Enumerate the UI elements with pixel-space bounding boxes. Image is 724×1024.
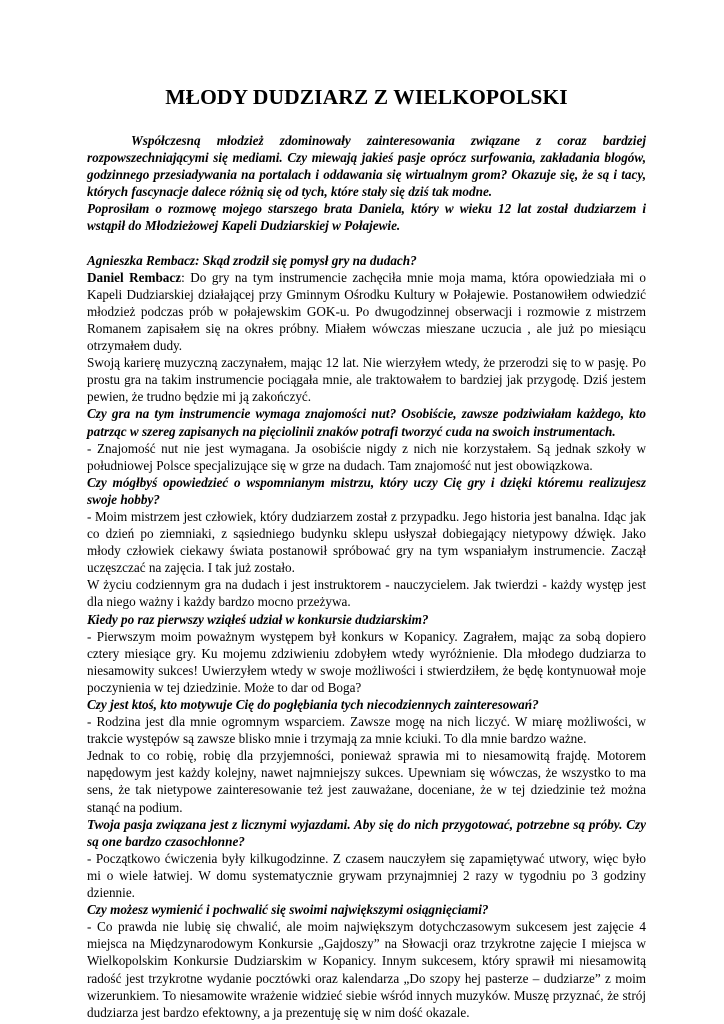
question: Agnieszka Rembacz: Skąd zrodził się pomysł gry na dudach?	[87, 252, 417, 268]
answer	[87, 269, 646, 354]
answer: - Pierwszym moim poważnym występem był konkurs w Kopanicy. Zagrałem, mając za sobą dopiero cztery miesiące gry. Ku mojemu zdziwieniu zdobyłem wtedy wyróżnienie. Dla młodego dudziarza to niesamowity sukces! Uwierzyłem wtedy w swoje możliwości i stwierdziłem, że będę kontynuował moje poczynienia w tej dziedzinie. Może to dar od Boga?	[87, 628, 646, 695]
answer: - Moim mistrzem jest człowiek, który dudziarzem został z przypadku. Jego historia jest banalna. Idąc jak co dzień po ziemniaki, z sąsiedniego budynku sklepu usłyszał dobiegający nietypowy dźwięk. Jako młody człowiek ciekawy świata postanowił spróbować gry na tym wspaniałym instrumencie. Zaczął uczęszczać na zajęcia. I tak już zostało.	[87, 508, 646, 576]
answer: - Znajomość nut nie jest wymagana. Ja osobiście nigdy z nich nie korzystałem. Są jednak szkoły w południowej Polsce specjalizujące się w grze na dudach. Tam znajomość nut jest obowiązkowa.	[87, 440, 646, 473]
question: Czy gra na tym instrumencie wymaga znajomości nut? Osobiście, zawsze podziwiałam każdego, kto patrząc w szereg zapisanych na pięciolinii znaków potrafi tworzyć cuda na swoich instrumentach.	[87, 406, 646, 439]
answer: - Początkowo ćwiczenia były kilkugodzinne. Z czasem nauczyłem się zapamiętywać utwory, więc było mi o wiele łatwiej. W domu systematycznie grywam przynajmniej 2 razy w tygodniu po 3 godziny dziennie.	[87, 850, 646, 901]
spacer	[87, 235, 646, 252]
answer: Swoją karierę muzyczną zaczynałem, mając 12 lat. Nie wierzyłem wtedy, że przerodzi się to w pasję. Po prostu gra na takim instrumencie pociągała mnie, ale traktowałem to bardziej jak przygodę. Dziś jestem pewien, że trudno będzie mi ją zakończyć.	[87, 355, 646, 405]
question: Czy mógłbyś opowiedzieć o wspomnianym mistrzu, który uczy Cię gry i dzięki któremu realizujesz swoje hobby?	[87, 474, 646, 507]
intro-paragraph: Poprosiłam o rozmowę mojego starszego brata Daniela, który w wieku 12 lat został dudziarzem i wstąpił do Młodzieżowej Kapeli Dudziarskiej w Połajewie.	[87, 201, 646, 234]
speaker-name: Daniel Rembacz	[87, 269, 182, 285]
question: Twoja pasja związana jest z licznymi wyjazdami. Aby się do nich przygotować, potrzebne są próby. Czy są one bardzo czasochłonne?	[87, 816, 646, 849]
answer: - Rodzina jest dla mnie ogromnym wsparciem. Zawsze mogę na nich liczyć. W miarę możliwości, w trakcie występów są zawsze blisko mnie i trzymają za mnie kciuki. To dla mnie bardzo ważne.	[87, 714, 646, 747]
answer: Jednak to co robię, robię dla przyjemności, ponieważ sprawia mi to niesamowitą frajdę. Motorem napędowym jest każdy kolejny, nawet najmniejszy sukces. Upewniam się wówczas, że wszystko to ma sens, że tak nietypowe zainteresowanie też jest zauważane, doceniane, że w tej dziedzinie też można stanąć na podium.	[87, 748, 646, 815]
intro-paragraph: Współczesną młodzież zdominowały zainteresowania związane z coraz bardziej rozpowszechniającymi się mediami. Czy miewają jakieś pasje oprócz surfowania, zakładania blogów, godzinnego przesiadywania na portalach i oddawania się wirtualnym grom? Okazuje się, że są i tacy, których fascynacje dalece różnią się od tych, które stały się dziś tak modne.	[87, 133, 646, 200]
answer-text: : Do gry na tym instrumencie zachęciła mnie moja mama, która opowiedziała mi o Kapeli Dudziarskiej działającej przy Gminnym Ośrodku Kultury w Połajewie. Postanowiłem odwiedzić młodzież podczas prób w połajewskim GOK-u. Po dwugodzinnej obserwacji i rozmowie z mistrzem Romanem zapisałem się na okres próbny. Miałem wówczas mieszane uczucia , ale już po miesiącu otrzymałem dudy.	[87, 269, 646, 354]
question: Czy możesz wymienić i pochwalić się swoimi największymi osiągnięciami?	[87, 902, 489, 918]
answer: W życiu codziennym gra na dudach i jest instruktorem - nauczycielem. Jak twierdzi - każdy występ jest dla niego ważny i każdy bardzo mocno przeżywa.	[87, 577, 646, 610]
answer: - Co prawda nie lubię się chwalić, ale moim największym dotychczasowym sukcesem jest zajęcie 4 miejsca na Międzynarodowym Konkursie „Gajdoszy” na Słowacji oraz trzykrotne zajęcie I miejsca w Wielkopolskim Konkursie Dudziarskim w Kopanicy. Innym sukcesem, który sprawił mi niesamowitą radość jest trzykrotne wydanie pocztówki oraz kalendarza „Do szopy hej pasterze – dudziarze” z moim wizerunkiem. To niesamowite wrażenie widzieć siebie wśród innych muzyków. Muszę przyznać, że strój dudziarza jest bardzo efektowny, a ja prezentuję się w nim dość okazale.	[87, 919, 646, 1020]
question: Czy jest ktoś, kto motywuje Cię do pogłębiania tych niecodziennych zainteresowań?	[87, 697, 539, 712]
question: Kiedy po raz pierwszy wziąłeś udział w konkursie dudziarskim?	[87, 611, 429, 627]
article-title: MŁODY DUDZIARZ Z WIELKOPOLSKI	[165, 85, 568, 109]
